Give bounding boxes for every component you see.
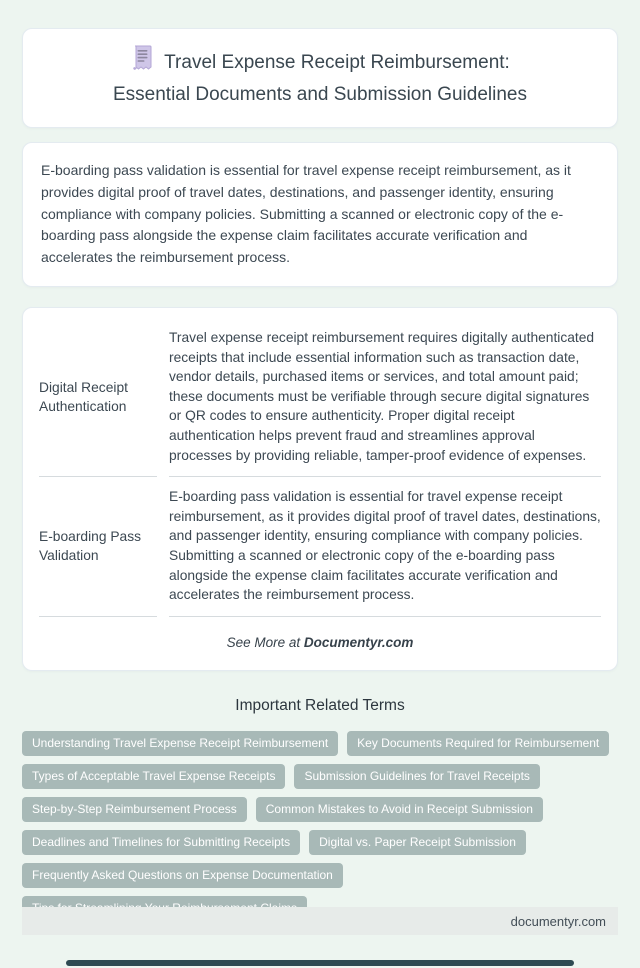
term-label: E-boarding Pass Validation [39,477,157,616]
title-line-2: Essential Documents and Submission Guidelines [113,83,527,105]
term-label: Digital Receipt Authentication [39,318,157,477]
see-more-brand: Documentyr.com [303,634,414,650]
see-more-line [39,617,601,656]
title-line-1: Travel Expense Receipt Reimbursement: [164,51,510,73]
related-term-chip[interactable]: Types of Acceptable Travel Expense Receipts [22,764,285,789]
intro-paragraph: E-boarding pass validation is essential for travel expense receipt reimbursement, as it provides digital proof of travel dates, destinations, and passenger identity, ensuring compliance with company policies. Submitting a scanned or electronic copy of the e-boarding pass alongside the expense claim facilitates accurate verification and accelerates the reimbursement process. [41,162,571,266]
receipt-icon [130,45,154,81]
related-terms-chips [22,731,618,921]
term-definition: E-boarding pass validation is essential for travel expense receipt reimbursement, as it provides digital proof of travel dates, destinations, and passenger identity, ensuring compliance with company policies. Submitting a scanned or electronic copy of the e-boarding pass alongside the expense claim facilitates accurate verification and accelerates the reimbursement process. [169,477,601,616]
see-more-prefix: See More at [226,634,304,650]
related-term-chip[interactable]: Key Documents Required for Reimbursement [347,731,609,756]
page-title [41,45,599,109]
definitions-card [22,307,618,671]
definitions-table [39,318,601,617]
footer-site-label: documentyr.com [510,913,606,929]
related-term-chip[interactable]: Deadlines and Timelines for Submitting Receipts [22,830,300,855]
related-term-chip[interactable]: Step-by-Step Reimbursement Process [22,797,247,822]
table-row [39,318,601,477]
table-row [39,477,601,616]
related-term-chip[interactable]: Frequently Asked Questions on Expense Documentation [22,863,343,888]
footer-bar [22,907,618,935]
intro-card [22,142,618,287]
related-term-chip[interactable]: Digital vs. Paper Receipt Submission [309,830,526,855]
related-term-chip[interactable]: Submission Guidelines for Travel Receipts [294,764,539,789]
term-definition: Travel expense receipt reimbursement requires digitally authenticated receipts that include essential information such as transaction date, vendor details, purchased items or services, and total amount paid; these documents must be verifiable through secure digital signatures or QR codes to ensure authenticity. Proper digital receipt authentication helps prevent fraud and streamlines approval processes by providing reliable, tamper-proof evidence of expenses. [169,318,601,477]
header-card [22,28,618,128]
related-term-chip[interactable]: Understanding Travel Expense Receipt Reimbursement [22,731,338,756]
related-term-chip[interactable]: Common Mistakes to Avoid in Receipt Submission [256,797,543,822]
home-indicator-bar [66,960,574,966]
related-terms-heading: Important Related Terms [235,696,405,714]
